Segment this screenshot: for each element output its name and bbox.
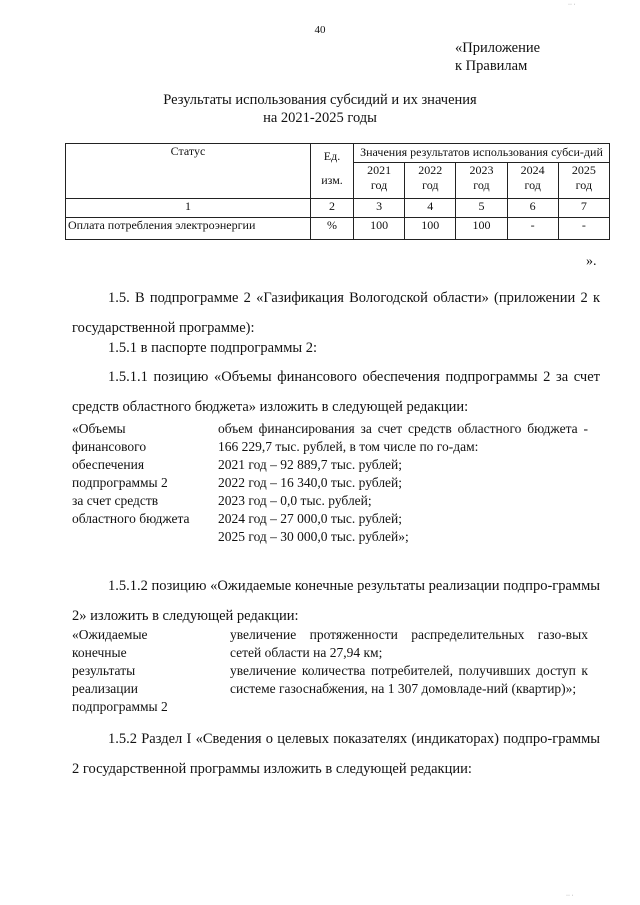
scan-mark-top: ·· ·	[568, 2, 576, 8]
header-year-2022: 2022 год	[405, 163, 456, 199]
table-cell: 2	[311, 199, 354, 218]
table-cell-name: Оплата потребления электроэнергии	[66, 218, 311, 240]
table-cell: 4	[405, 199, 456, 218]
table-cell: -	[558, 218, 609, 240]
page-number: 40	[314, 24, 326, 36]
closing-quote: ».	[586, 254, 597, 269]
paragraph-1-5-1: 1.5.1 в паспорте подпрограммы 2:	[108, 340, 318, 356]
table-cell: 1	[66, 199, 311, 218]
table-cell: 5	[456, 199, 507, 218]
scan-mark-bottom: ·· ·	[566, 893, 574, 899]
subsidy-results-table	[65, 143, 610, 240]
paragraph-1-5: 1.5. В подпрограмме 2 «Газификация Вологодской области» (приложении 2 к государственной программе):	[72, 290, 600, 336]
table-cell: -	[507, 218, 558, 240]
table-cell-unit: %	[311, 218, 354, 240]
funding-year-2021: 2021 год – 92 889,7 тыс. рублей;	[218, 457, 403, 472]
header-year-2025: 2025 год	[558, 163, 609, 199]
result-item-2: увеличение количества потребителей, получивших доступ к системе газоснабжения, на 1 307 домовладе-ний (квартир)»;	[230, 663, 588, 696]
header-unit: Ед. изм.	[311, 144, 354, 199]
document-subtitle: на 2021-2025 годы	[263, 110, 377, 126]
table-cell: 7	[558, 199, 609, 218]
header-values: Значения результатов использования субси-дий	[354, 144, 610, 163]
table-cell: 100	[354, 218, 405, 240]
block2-left-label: «Ожидаемые конечные результаты реализации подпрограммы 2	[72, 627, 168, 714]
funding-year-2025: 2025 год – 30 000,0 тыс. рублей»;	[218, 529, 409, 544]
paragraph-1-5-1-2: 1.5.1.2 позицию «Ожидаемые конечные результаты реализации подпро-граммы 2» изложить в следующей редакции:	[72, 578, 600, 624]
table-row-numbers	[66, 199, 610, 218]
table-cell: 100	[405, 218, 456, 240]
table-cell: 6	[507, 199, 558, 218]
header-year-2023: 2023 год	[456, 163, 507, 199]
block2-right-content	[230, 626, 588, 698]
header-status: Статус	[66, 144, 311, 199]
appendix-label-line1: «Приложение	[455, 40, 541, 56]
paragraph-1-5-1-1: 1.5.1.1 позицию «Объемы финансового обеспечения подпрограммы 2 за счет средств областного бюджета» изложить в следующей редакции:	[72, 369, 600, 415]
table-header-row	[66, 144, 610, 163]
table-cell: 3	[354, 199, 405, 218]
header-year-2021: 2021 год	[354, 163, 405, 199]
header-year-2024: 2024 год	[507, 163, 558, 199]
funding-intro: объем финансирования за счет средств областного бюджета - 166 229,7 тыс. рублей, в том числе по го-дам:	[218, 421, 588, 454]
funding-year-2022: 2022 год – 16 340,0 тыс. рублей;	[218, 475, 403, 490]
funding-year-2023: 2023 год – 0,0 тыс. рублей;	[218, 493, 372, 508]
block1-left-label: «Объемы финансового обеспечения подпрограммы 2 за счет средств областного бюджета	[72, 421, 190, 526]
paragraph-1-5-2: 1.5.2 Раздел I «Сведения о целевых показателях (индикаторах) подпро-граммы 2 государственной программы изложить в следующей редакции:	[72, 731, 600, 777]
funding-year-2024: 2024 год – 27 000,0 тыс. рублей;	[218, 511, 403, 526]
block1-right-content	[218, 420, 588, 546]
document-title: Результаты использования субсидий и их значения	[163, 92, 477, 108]
table-row	[66, 218, 610, 240]
table-cell: 100	[456, 218, 507, 240]
appendix-label-line2: к Правилам	[455, 58, 528, 74]
result-item-1: увеличение протяженности распределительных газо-вых сетей области на 27,94 км;	[230, 627, 588, 660]
